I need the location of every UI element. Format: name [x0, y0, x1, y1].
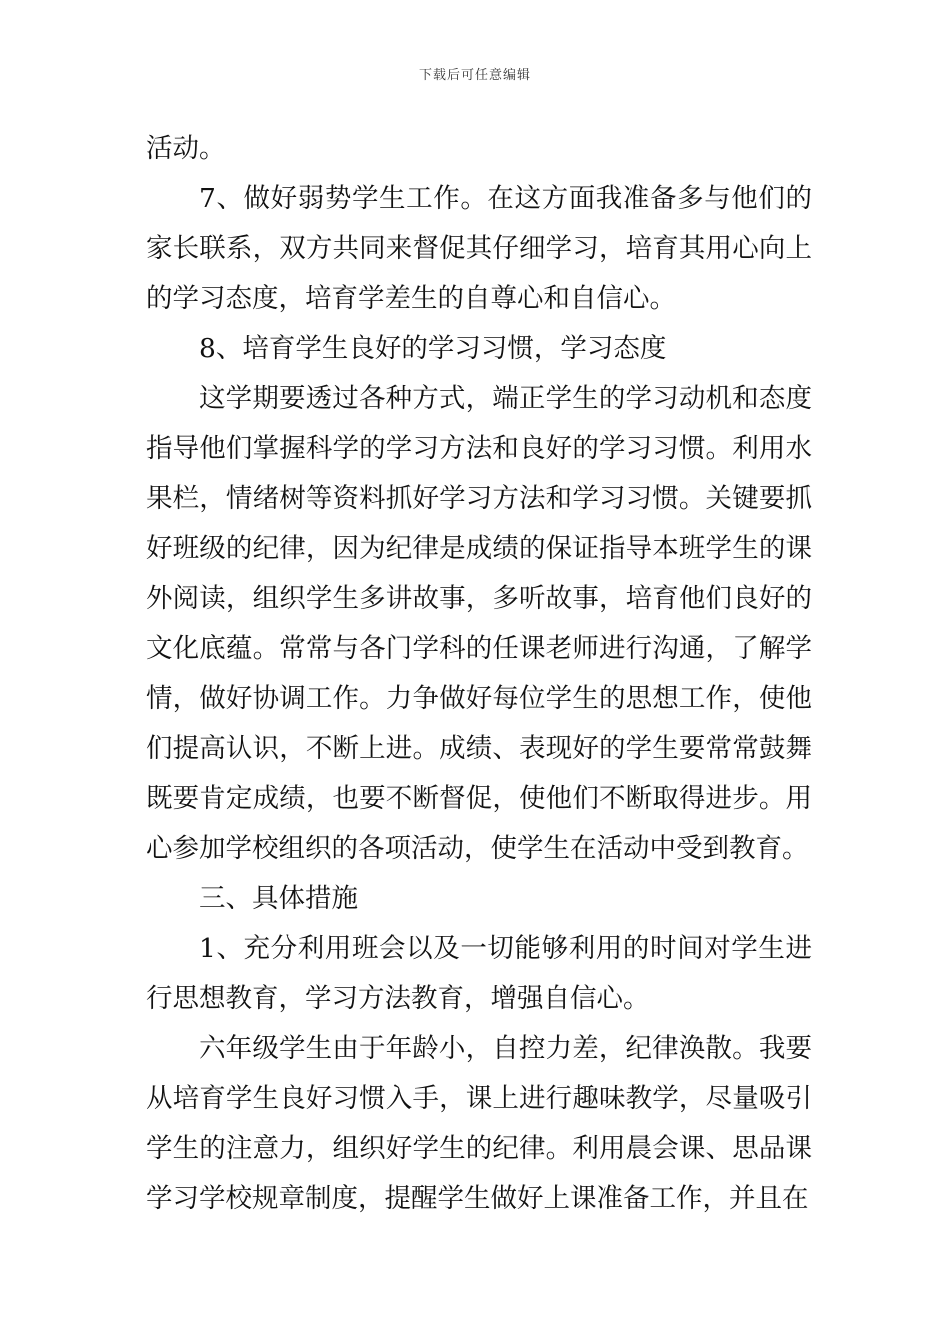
paragraph-measure-1: 1、充分利用班会以及一切能够利用的时间对学生进行思想教育，学习方法教育，增强自信心。: [146, 933, 812, 1014]
paragraph-item-7: 7、做好弱势学生工作。在这方面我准备多与他们的家长联系，双方共同来督促其仔细学习，培育其用心向上的学习态度，培育学差生的自尊心和自信心。: [146, 183, 812, 314]
paragraph-measure-1-detail: 六年级学生由于年龄小，自控力差，纪律涣散。我要从培育学生良好习惯入手，课上进行趣味教学，尽量吸引学生的注意力，组织好学生的纪律。利用晨会课、思品课学习学校规章制度，提醒学生做好上课准备工作，并且在: [146, 1033, 812, 1214]
paragraph-item-8-detail: 这学期要透过各种方式，端正学生的学习动机和态度指导他们掌握科学的学习方法和良好的学习习惯。利用水果栏，情绪树等资料抓好学习方法和学习习惯。关键要抓好班级的纪律，因为纪律是成绩的保证指导本班学生的课外阅读，组织学生多讲故事，多听故事，培育他们良好的文化底蕴。常常与各门学科的任课老师进行沟通，了解学情，做好协调工作。力争做好每位学生的思想工作，使他们提高认识，不断上进。成绩、表现好的学生要常常鼓舞既要肯定成绩，也要不断督促，使他们不断取得进步。用心参加学校组织的各项活动，使学生在活动中受到教育。: [146, 383, 812, 864]
paragraph-continuation: 活动。: [146, 133, 226, 164]
page-header-note: 下载后可任意编辑: [418, 68, 531, 83]
section-heading-measures: 三、具体措施: [199, 883, 358, 914]
document-body: [146, 124, 812, 1224]
paragraph-item-8: 8、培育学生良好的学习习惯，学习态度: [199, 333, 667, 364]
